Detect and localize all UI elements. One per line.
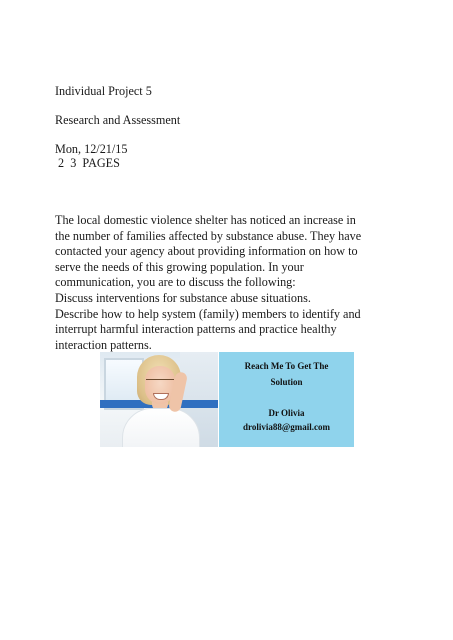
contact-banner: [100, 352, 354, 447]
assignment-body: [55, 213, 400, 353]
page-count: 2 3 PAGES: [55, 156, 120, 170]
banner-headline-2: Solution: [270, 377, 303, 387]
project-subtitle: Research and Assessment: [55, 113, 181, 127]
contact-info-panel: [219, 352, 354, 447]
project-title: Individual Project 5: [55, 84, 152, 98]
contact-email: drolivia88@gmail.com: [243, 422, 330, 432]
project-date: Mon, 12/21/15: [55, 142, 128, 156]
body-line: interaction patterns.: [55, 337, 152, 352]
body-line: interrupt harmful interaction patterns and practice healthy: [55, 322, 337, 337]
contact-name: Dr Olivia: [268, 408, 305, 418]
woman-photo: [100, 352, 218, 447]
banner-headline: Reach Me To Get The: [244, 361, 329, 371]
body-line: Describe how to help system (family) members to identify and: [55, 306, 361, 321]
body-line: contacted your agency about providing information on how to: [55, 244, 358, 259]
body-line: serve the needs of this growing population. In your: [55, 259, 304, 274]
body-line: the number of families affected by substance abuse. They have: [55, 228, 362, 243]
body-line: communication, you are to discuss the following:: [55, 275, 296, 290]
body-line: The local domestic violence shelter has noticed an increase in: [55, 213, 356, 227]
body-line: Discuss interventions for substance abuse situations.: [55, 290, 311, 305]
